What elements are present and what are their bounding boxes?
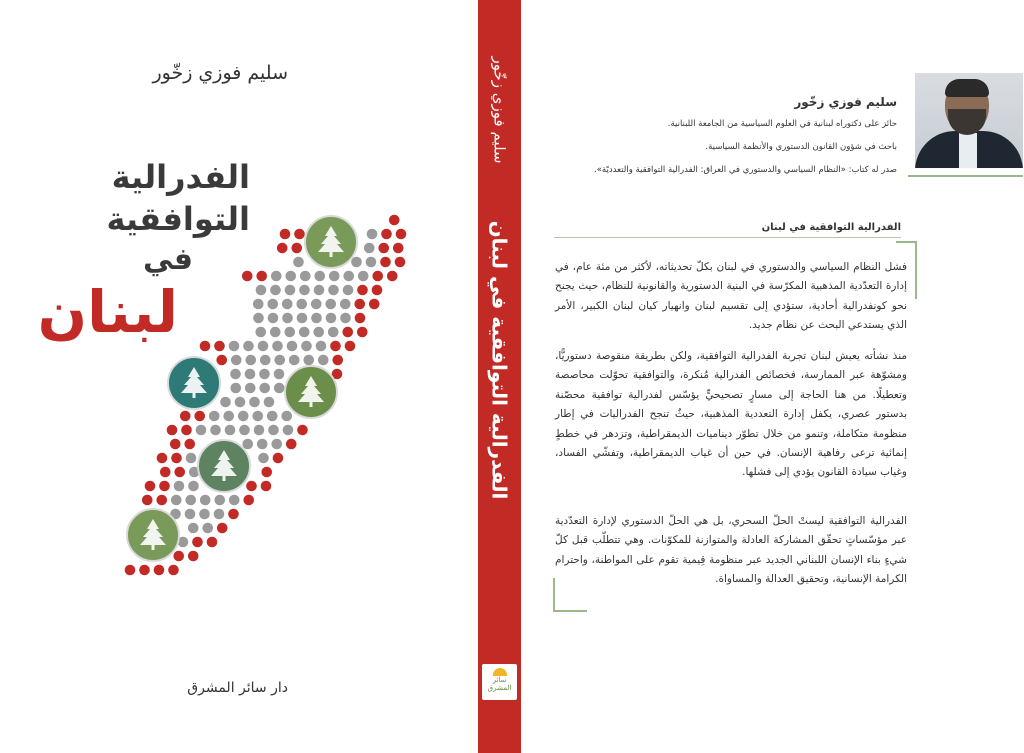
- map-dot: [261, 481, 272, 492]
- map-dot: [280, 229, 291, 240]
- front-publisher: دار سائر المشرق: [187, 680, 288, 696]
- map-dot: [214, 341, 225, 352]
- map-dot: [281, 411, 292, 422]
- map-dot: [366, 257, 377, 268]
- map-dot: [367, 229, 378, 240]
- map-dot: [253, 313, 264, 324]
- cedar-medallion: [305, 216, 357, 268]
- bio-line: حائز على دكتوراه لبنانية في العلوم السياسية من الجامعة اللبنانية.: [667, 119, 897, 129]
- map-dot: [325, 299, 336, 310]
- map-dot: [393, 243, 404, 254]
- map-dot: [257, 439, 268, 450]
- map-dot: [167, 425, 178, 436]
- cedar-medallion: [127, 509, 179, 561]
- map-dot: [268, 425, 279, 436]
- map-dot: [258, 453, 269, 464]
- title-line-3: في: [143, 242, 193, 277]
- map-dot: [314, 285, 325, 296]
- map-dot: [284, 327, 295, 338]
- map-dot: [252, 411, 263, 422]
- map-dot: [270, 285, 281, 296]
- author-photo: [915, 73, 1023, 168]
- map-dot: [283, 425, 294, 436]
- map-dot: [170, 439, 181, 450]
- map-dot: [188, 481, 199, 492]
- map-dot: [243, 495, 254, 506]
- map-dot: [313, 327, 324, 338]
- map-dot: [314, 271, 325, 282]
- map-dot: [285, 271, 296, 282]
- map-dot: [228, 509, 239, 520]
- map-dot: [139, 565, 150, 576]
- map-dot: [245, 383, 256, 394]
- map-dot: [287, 341, 298, 352]
- map-dot: [381, 229, 392, 240]
- map-dot: [174, 481, 185, 492]
- map-dot: [214, 495, 225, 506]
- map-dot: [255, 327, 266, 338]
- map-dot: [340, 313, 351, 324]
- map-dot: [200, 341, 211, 352]
- map-dot: [242, 271, 253, 282]
- blurb-paragraph: فشل النظام السياسي والدستوري في لبنان بكلّ تحديثاته، لأكثر من مئة عام، في إدارة التعدّدية المذهبية المكرّسة في البنية الدستورية والقانونية للنظام، حيث يجنح نحو كونفدرالية أحادية، ستؤدي إلى تقسيم لبنان وانهيار كيان لبنان الكبير، الأمر الذي يستدعي البحث عن نظام جديد.: [555, 261, 907, 332]
- author-bio: [594, 95, 897, 188]
- map-dot: [274, 369, 285, 380]
- map-dot: [242, 439, 253, 450]
- map-dot: [345, 341, 356, 352]
- map-dot: [389, 215, 400, 226]
- map-dot: [357, 285, 368, 296]
- spine-author: سليم فوزي زخّور: [490, 56, 509, 164]
- map-dot: [311, 299, 322, 310]
- map-dot: [343, 271, 354, 282]
- cedar-medallion: [168, 357, 220, 409]
- bio-author-name: سليم فوزي زخّور: [794, 95, 897, 109]
- map-dot: [194, 411, 205, 422]
- map-dot: [316, 341, 327, 352]
- map-dot: [223, 411, 234, 422]
- map-dot: [216, 355, 227, 366]
- map-dot: [156, 495, 167, 506]
- map-dot: [214, 509, 225, 520]
- blurb-title: الفدرالية التوافقية في لبنان: [761, 222, 901, 233]
- map-dot: [369, 299, 380, 310]
- bio-line: باحث في شؤون القانون الدستوري والأنظمة السياسية.: [705, 142, 897, 152]
- map-dot: [125, 565, 136, 576]
- map-dot: [286, 439, 297, 450]
- map-dot: [297, 313, 308, 324]
- map-dot: [210, 425, 221, 436]
- map-dot: [332, 355, 343, 366]
- map-dot: [185, 495, 196, 506]
- map-dot: [217, 523, 228, 534]
- map-dot: [225, 425, 236, 436]
- map-dot: [318, 355, 329, 366]
- map-dot: [171, 495, 182, 506]
- map-dot: [200, 495, 211, 506]
- blurb-paragraph: منذ نشأته يعيش لبنان تجربة الفدرالية التوافقية، ولكن بطريقة منقوصة دستوريًّا، ومشوّهة عبر الممارسة، فخصائص الفدرالية مُنكرة، والتوافقية تحوّلت محاصصة وتعطيلًا. من هنا الحاجة إلى مسارٍ تصحيحيٍّ يؤسّس لفدرالية توافقية محصّنة بدستور عصري، يكفل إدارة التعددية المذهبية، حيثُ تنجح الفدراليات في إطار منظومة متكاملة، وتنمو من خلال تطوّر ديناميات الديمقراطية، وتزدهر في خططٍ إنمائية ترعى رفاهية الإنسان. في حين أن غياب الديمقراطية، وتفشّي الفساد، وغياب سيادة القانون يؤدي إلى فشلها.: [555, 350, 907, 479]
- map-dot: [259, 369, 270, 380]
- map-dot: [274, 383, 285, 394]
- publisher-logo-icon: [482, 664, 517, 700]
- map-dot: [230, 369, 241, 380]
- map-dot: [207, 537, 218, 548]
- decorative-bracket: [896, 241, 916, 243]
- map-dot: [157, 453, 168, 464]
- map-dot: [372, 285, 383, 296]
- map-dot: [293, 257, 304, 268]
- map-dot: [267, 299, 278, 310]
- map-dot: [296, 299, 307, 310]
- map-dot: [291, 243, 302, 254]
- map-dot: [299, 327, 310, 338]
- map-dot: [358, 271, 369, 282]
- map-dot: [259, 383, 270, 394]
- map-dot: [192, 537, 203, 548]
- map-dot: [246, 481, 257, 492]
- map-dot: [264, 397, 275, 408]
- map-dot: [254, 425, 265, 436]
- title-line-4: لبنان: [37, 278, 178, 346]
- map-dot: [243, 341, 254, 352]
- map-dot: [340, 299, 351, 310]
- map-dot: [354, 299, 365, 310]
- map-dot: [188, 523, 199, 534]
- map-dot: [245, 369, 256, 380]
- map-dot: [253, 299, 264, 310]
- title-line-1: الفدرالية: [111, 158, 250, 196]
- map-dot: [268, 313, 279, 324]
- map-dot: [343, 285, 354, 296]
- map-dot: [260, 355, 271, 366]
- map-dot: [145, 481, 156, 492]
- map-dot: [387, 271, 398, 282]
- front-cover: [0, 0, 478, 753]
- map-dot: [154, 565, 165, 576]
- map-dot: [202, 523, 213, 534]
- map-dot: [273, 453, 284, 464]
- map-dot: [180, 411, 191, 422]
- map-dot: [328, 327, 339, 338]
- map-dot: [272, 341, 283, 352]
- cedar-medallion: [198, 440, 250, 492]
- map-dot: [267, 411, 278, 422]
- map-dot: [372, 271, 383, 282]
- map-dot: [181, 425, 192, 436]
- map-dot: [239, 425, 250, 436]
- map-dot: [300, 271, 311, 282]
- map-dot: [330, 341, 341, 352]
- divider: [908, 175, 1023, 177]
- book-spine: [478, 0, 521, 753]
- map-dot: [396, 229, 407, 240]
- front-author-name: سليم فوزي زخّور: [152, 62, 288, 84]
- map-dot: [289, 355, 300, 366]
- map-dot: [159, 481, 170, 492]
- map-dot: [282, 299, 293, 310]
- map-dot: [245, 355, 256, 366]
- map-dot: [256, 285, 267, 296]
- map-dot: [174, 467, 185, 478]
- map-dot: [311, 313, 322, 324]
- decorative-bracket: [553, 610, 587, 612]
- map-dot: [271, 271, 282, 282]
- map-dot: [261, 467, 272, 478]
- map-dot: [303, 355, 314, 366]
- map-dot: [188, 551, 199, 562]
- map-dot: [395, 257, 406, 268]
- map-dot: [230, 383, 241, 394]
- map-dot: [258, 341, 269, 352]
- blurb-paragraph: الفدرالية التوافقية ليستْ الحلّ السحري، بل هي الحلّ الدستوري لإدارة التعدّدية عبر مؤسّساتٍ تحقّق المشاركة العادلة والمتوازنة للمكوّنات. وهي تتطلّب قبل كلّ شيءٍ بناء الإنسان اللبناني الجديد عبر منظومة قِيمية تقوم على المواطنة، واحترام الكرامة الإنسانية، وتحقيق العدالة والمساواة.: [555, 515, 907, 586]
- map-dot: [160, 467, 171, 478]
- map-dot: [299, 285, 310, 296]
- map-dot: [301, 341, 312, 352]
- map-dot: [329, 271, 340, 282]
- map-dot: [199, 509, 210, 520]
- map-dot: [271, 439, 282, 450]
- map-dot: [171, 453, 182, 464]
- map-dot: [235, 397, 246, 408]
- map-dot: [285, 285, 296, 296]
- map-dot: [326, 313, 337, 324]
- decorative-bracket: [553, 578, 555, 612]
- map-dot: [142, 495, 153, 506]
- map-dot: [282, 313, 293, 324]
- map-dot: [277, 243, 288, 254]
- map-dot: [168, 565, 179, 576]
- map-dot: [270, 327, 281, 338]
- map-dot: [173, 551, 184, 562]
- divider: [554, 237, 901, 238]
- map-dot: [364, 243, 375, 254]
- map-dot: [209, 411, 220, 422]
- bio-line: صدر له كتاب: «النظام السياسي والدستوري في العراق: الفدرالية التوافقية والتعدديّة».: [594, 165, 897, 175]
- map-dot: [249, 397, 260, 408]
- map-dot: [297, 425, 308, 436]
- map-dot: [351, 257, 362, 268]
- map-dot: [231, 355, 242, 366]
- map-dot: [357, 327, 368, 338]
- map-dot: [342, 327, 353, 338]
- map-dot: [185, 509, 196, 520]
- map-dot: [229, 341, 240, 352]
- map-dot: [184, 439, 195, 450]
- map-dot: [256, 271, 267, 282]
- map-dot: [294, 229, 305, 240]
- cedar-medallion: [285, 366, 337, 418]
- map-dot: [355, 313, 366, 324]
- lebanon-dot-map: [0, 0, 478, 753]
- map-dot: [378, 243, 389, 254]
- title-line-2: التوافقية: [106, 200, 250, 238]
- decorative-bracket: [915, 241, 917, 299]
- spine-title: الفدرالية التوافقية في لبنان: [487, 220, 512, 500]
- map-dot: [186, 453, 197, 464]
- map-dot: [220, 397, 231, 408]
- map-dot: [380, 257, 391, 268]
- map-dot: [274, 355, 285, 366]
- map-dot: [238, 411, 249, 422]
- spine-logo-label: سائر المشرق: [487, 676, 512, 692]
- map-dot: [196, 425, 207, 436]
- sun-icon: [493, 668, 507, 676]
- map-dot: [328, 285, 339, 296]
- map-dot: [229, 495, 240, 506]
